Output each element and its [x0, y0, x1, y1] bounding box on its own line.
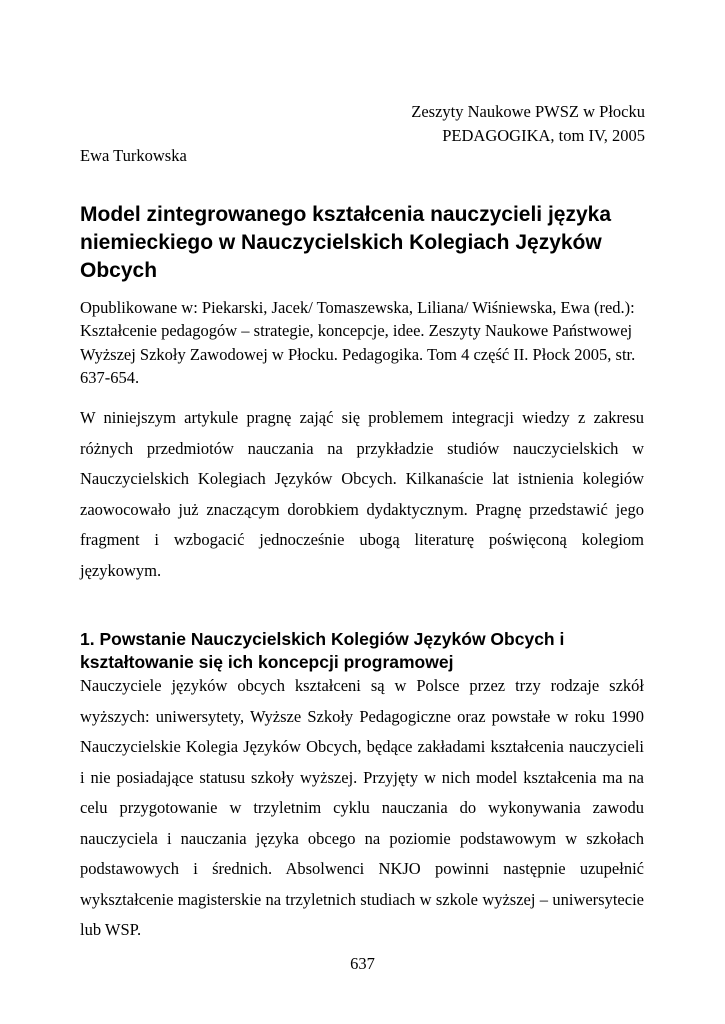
journal-name: Zeszyty Naukowe PWSZ w Płocku — [411, 102, 645, 121]
journal-header — [411, 100, 645, 148]
publication-info: Opublikowane w: Piekarski, Jacek/ Tomaszewska, Liliana/ Wiśniewska, Ewa (red.): Kształcenie pedagogów – strategie, koncepcje, idee. Zeszyty Naukowe Państwowej Wyższej Szkoły Zawodowej w Płocku. Pedagogika. Tom 4 część II. Płock 2005, str. 637-654. — [80, 298, 636, 387]
author-name: Ewa Turkowska — [80, 146, 187, 165]
page-number: 637 — [350, 954, 375, 973]
section-heading: 1. Powstanie Nauczycielskich Kolegiów Języków Obcych i kształtowanie się ich koncepcji programowej — [80, 629, 565, 672]
article-title: Model zintegrowanego kształcenia nauczycieli języka niemieckiego w Nauczycielskich Kolegiach Języków Obcych — [80, 203, 612, 282]
section-paragraph: Nauczyciele języków obcych kształceni są w Polsce przez trzy rodzaje szkół wyższych: uniwersytety, Wyższe Szkoły Pedagogiczne oraz powstałe w roku 1990 Nauczycielskie Kolegia Języków Obcych, będące zakładami kształcenia nauczycieli i nie posiadające statusu szkoły wyższej. Przyjęty w nich model kształcenia ma na celu przygotowanie w trzyletnim cyklu nauczania do wykonywania zawodu nauczyciela i nauczania języka obcego na poziomie podstawowym w szkołach podstawowych i średnich. Absolwenci NKJO powinni następnie uzupełnić wykształcenie magisterskie na trzyletnich studiach w szkole wyższej – uniwersytecie lub WSP. — [80, 676, 644, 939]
intro-paragraph: W niniejszym artykule pragnę zająć się problemem integracji wiedzy z zakresu różnych przedmiotów nauczania na przykładzie studiów nauczycielskich w Nauczycielskich Kolegiach Języków Obcych. Kilkanaście lat istnienia kolegiów zaowocowało już znaczącym dorobkiem dydaktycznym. Pragnę przedstawić jego fragment i wzbogacić jednocześnie ubogą literaturę poświęconą kolegiom językowym. — [80, 408, 644, 580]
journal-volume: PEDAGOGIKA, tom IV, 2005 — [442, 126, 645, 145]
